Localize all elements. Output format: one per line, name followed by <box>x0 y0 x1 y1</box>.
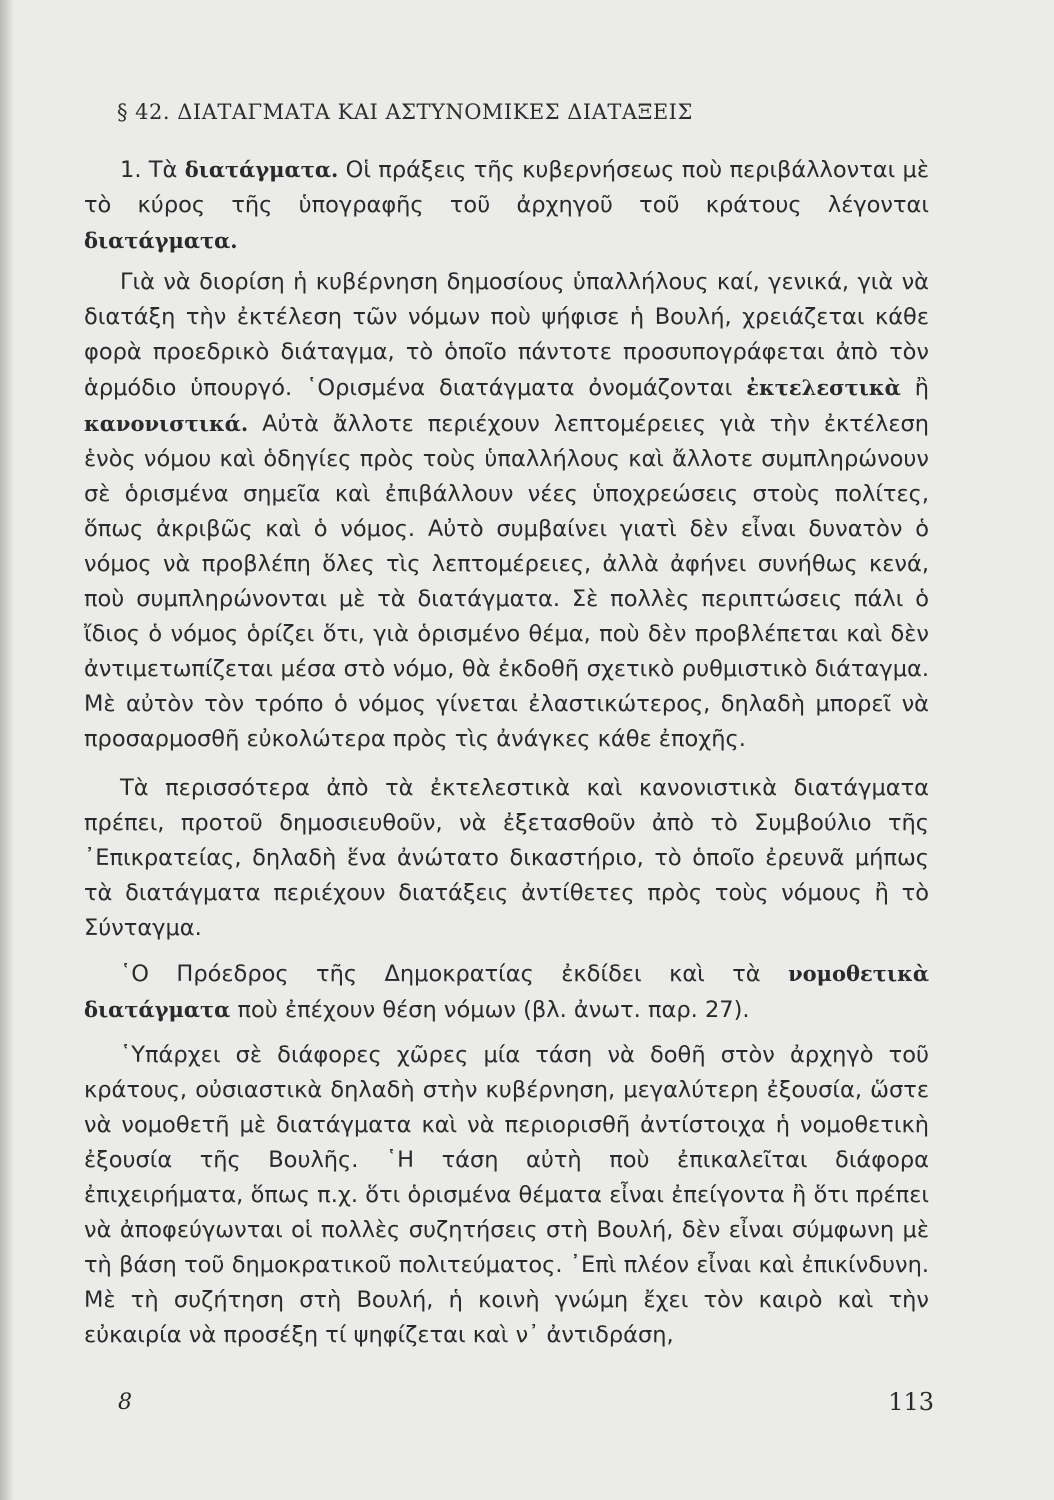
page-spine-shadow <box>0 0 14 1500</box>
term-nomothetika: νομοθετικὰ διατάγματα <box>84 961 929 1022</box>
paragraph-2: Γιὰ νὰ διορίση ἡ κυβέρνηση δημοσίους ὑπαλλήλους καί, γενικά, γιὰ νὰ διατάξη τὴν ἐκτέλεση τῶν νόμων ποὺ ψήφισε ἡ Βουλή, χρειάζεται κάθε φορὰ προεδρικὸ διάταγμα, τὸ ὁποῖο πάντοτε προσυπογράφεται ἀπὸ τὸν ἁρμόδιο ὑπουργό. ῾Ορισμένα διατάγματα ὀνομάζονται ἐκτελεστικὰ ἢ κανονιστικά. Αὐτὰ ἄλλοτε περιέχουν λεπτομέρειες γιὰ τὴν ἐκτέλεση ἑνὸς νόμου καὶ ὁδηγίες πρὸς τοὺς ὑπαλλήλους καὶ ἄλλοτε συμπληρώνουν σὲ ὁρισμένα σημεῖα καὶ ἐπιβάλλουν νέες ὑποχρεώσεις στοὺς πολίτες, ὅπως ἀκριβῶς καὶ ὁ νόμος. Αὐτὸ συμβαίνει γιατὶ δὲν εἶναι δυνατὸν ὁ νόμος νὰ προβλέπη ὅλες τὶς λεπτομέρειες, ἀλλὰ ἀφήνει συνήθως κενά, ποὺ συμπληρώνονται μὲ τὰ διατάγματα. Σὲ πολλὲς περιπτώσεις πάλι ὁ ἴδιος ὁ νόμος ὁρίζει ὅτι, γιὰ ὁρισμένο θέμα, ποὺ δὲν προβλέπεται καὶ δὲν ἀντιμετωπίζεται μέσα στὸ νόμο, θὰ ἐκδοθῆ σχετικὸ ρυθμιστικὸ διάταγμα. Μὲ αὐτὸν τὸν τρόπο ὁ νόμος γίνεται ἐλαστικώτερος, δηλαδὴ μπορεῖ νὰ προσαρμοσθῆ εὐκολώτερα πρὸς τὶς ἀνάγκες κάθε ἐποχῆς. <box>84 269 929 752</box>
paragraph-3: Τὰ περισσότερα ἀπὸ τὰ ἐκτελεστικὰ καὶ κανονιστικὰ διατάγματα πρέπει, προτοῦ δημοσιευθοῦν, νὰ ἐξετασθοῦν ἀπὸ τὸ Συμβούλιο τῆς ᾿Επικρατείας, δηλαδὴ ἕνα ἀνώτατο δικαστήριο, τὸ ὁποῖο ἐρευνᾶ μήπως τὰ διατάγματα περιέχουν διατάξεις ἀντίθετες πρὸς τοὺς νόμους ἢ τὸ Σύνταγμα. <box>84 775 929 941</box>
page-number: 113 <box>888 1388 934 1416</box>
printer-signature-mark: 8 <box>118 1390 132 1415</box>
term-diatagmata: διατάγματα. <box>184 157 339 182</box>
term-ektelestika: ἐκτελεστικὰ <box>746 375 901 400</box>
term-kanonistika: κανονιστικά. <box>84 411 249 436</box>
term-diatagmata-2: διατάγματα. <box>84 228 238 253</box>
body-text <box>84 152 929 1353</box>
paragraph-4: ῾Ο Πρόεδρος τῆς Δημοκρατίας ἐκδίδει καὶ τὰ νομοθετικὰ διατάγματα ποὺ ἐπέχουν θέση νόμων (βλ. ἀνωτ. παρ. 27). <box>84 961 929 1023</box>
section-heading: § 42. ΔΙΑΤΑΓΜΑΤΑ ΚΑΙ ΑΣΤΥΝΟΜΙΚΕΣ ΔΙΑΤΑΞΕΙΣ <box>117 100 693 124</box>
paragraph-5: ῾Υπάρχει σὲ διάφορες χῶρες μία τάση νὰ δοθῆ στὸν ἀρχηγὸ τοῦ κράτους, οὐσιαστικὰ δηλαδὴ στὴν κυβέρνηση, μεγαλύτερη ἐξουσία, ὥστε νὰ νομοθετῆ μὲ διατάγματα καὶ νὰ περιορισθῆ ἀντίστοιχα ἡ νομοθετικὴ ἐξουσία τῆς Βουλῆς. ῾Η τάση αὐτὴ ποὺ ἐπικαλεῖται διάφορα ἐπιχειρήματα, ὅπως π.χ. ὅτι ὁρισμένα θέματα εἶναι ἐπείγοντα ἢ ὅτι πρέπει νὰ ἀποφεύγωνται οἱ πολλὲς συζητήσεις στὴ Βουλή, δὲν εἶναι σύμφωνη μὲ τὴ βάση τοῦ δημοκρατικοῦ πολιτεύματος. ᾿Επὶ πλέον εἶναι καὶ ἐπικίνδυνη. Μὲ τὴ συζήτηση στὴ Βουλή, ἡ κοινὴ γνώμη ἔχει τὸν καιρὸ καὶ τὴν εὐκαιρία νὰ προσέξη τί ψηφίζεται καὶ ν᾿ ἀντιδράση, <box>84 1042 929 1348</box>
paragraph-1: 1. Τὰ διατάγματα. Οἱ πράξεις τῆς κυβερνήσεως ποὺ περιβάλλονται μὲ τὸ κύρος τῆς ὑπογραφῆς τοῦ ἀρχηγοῦ τοῦ κράτους λέγονται διατάγματα. <box>84 157 929 253</box>
